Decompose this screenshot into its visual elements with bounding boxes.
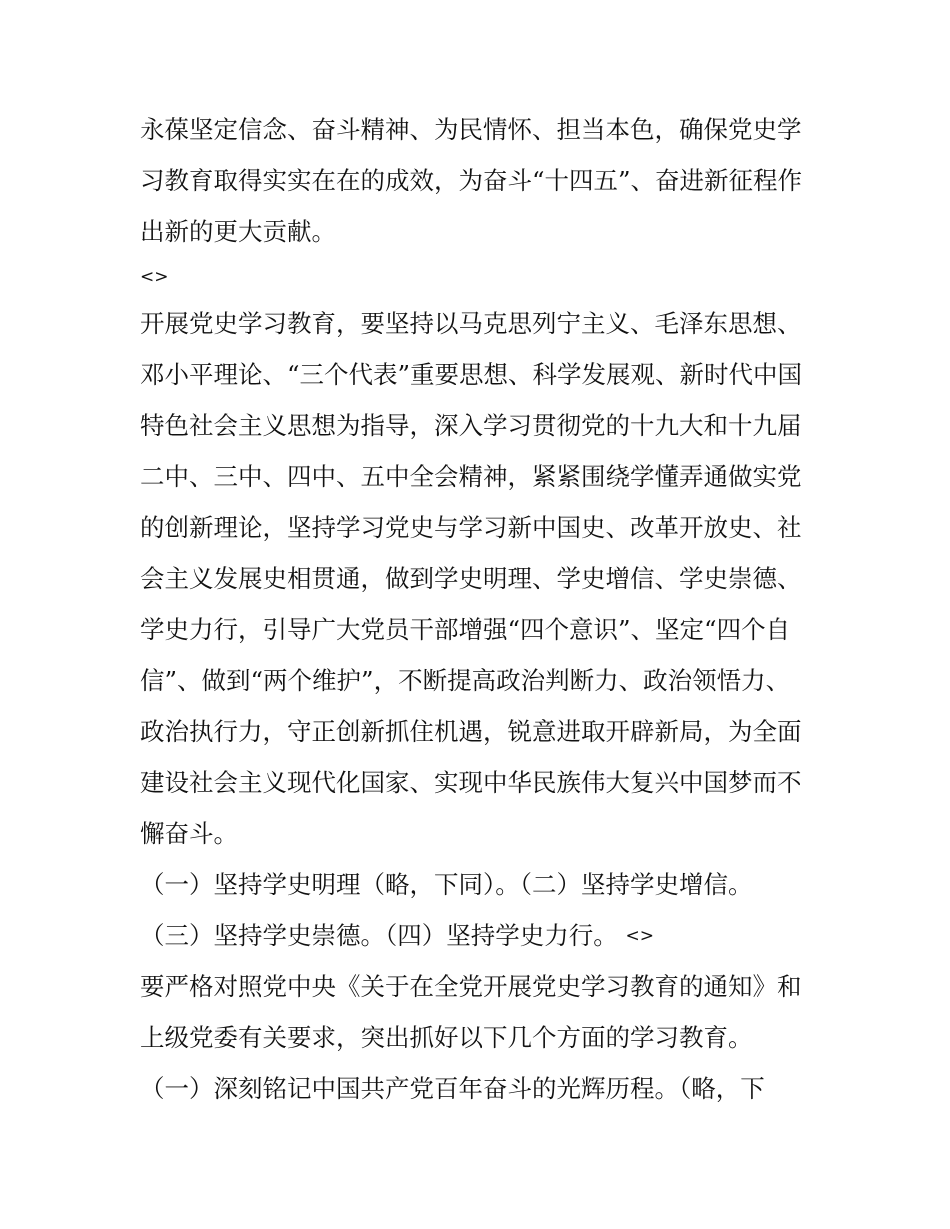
text-line: 邓小平理论、“三个代表”重要思想、科学发展观、新时代中国: [140, 360, 803, 389]
text-line: 的创新理论，坚持学习党史与学习新中国史、改革开放史、社: [140, 513, 802, 542]
text-line: 政治执行力，守正创新抓住机遇，锐意进取开辟新局，为全面: [140, 717, 802, 746]
list-line: （一）深刻铭记中国共产党百年奋斗的光辉历程。（略，下: [140, 1074, 765, 1103]
text-line: 开展党史学习教育，要坚持以马克思列宁主义、毛泽东思想、: [140, 309, 802, 338]
text-line: 习教育取得实实在在的成效，为奋斗“十四五”、奋进新征程作: [140, 166, 803, 195]
text-line: 建设社会主义现代化国家、实现中华民族伟大复兴中国梦而不: [140, 768, 802, 797]
text-line: 信”、做到“两个维护”，不断提高政治判断力、政治领悟力、: [140, 666, 791, 695]
text-line: 学史力行，引导广大党员干部增强“四个意识”、坚定“四个自: [140, 615, 791, 644]
section-marker: <>: [140, 267, 169, 287]
list-text: （三）坚持学史崇德。（四）坚持学史力行。: [140, 921, 618, 950]
text-line: 上级党委有关要求，突出抓好以下几个方面的学习教育。: [140, 1023, 753, 1052]
text-line: 会主义发展史相贯通，做到学史明理、学史增信、学史崇德、: [140, 564, 802, 593]
list-line: （一）坚持学史明理（略，下同）。（二）坚持学史增信。: [140, 870, 753, 899]
section-marker: <>: [625, 926, 655, 946]
list-line: [140, 910, 840, 961]
text-line: 二中、三中、四中、五中全会精神，紧紧围绕学懂弄通做实党: [140, 462, 802, 491]
text-line: 要严格对照党中央《关于在全党开展党史学习教育的通知》和: [140, 972, 802, 1001]
document-body: [140, 104, 840, 1114]
text-line: 永葆坚定信念、奋斗精神、为民情怀、担当本色，确保党史学: [140, 115, 802, 144]
text-line: 懈奋斗。: [140, 819, 238, 848]
text-line: 特色社会主义思想为指导，深入学习贯彻党的十九大和十九届: [140, 411, 802, 440]
text-line: 出新的更大贡献。: [140, 217, 336, 246]
